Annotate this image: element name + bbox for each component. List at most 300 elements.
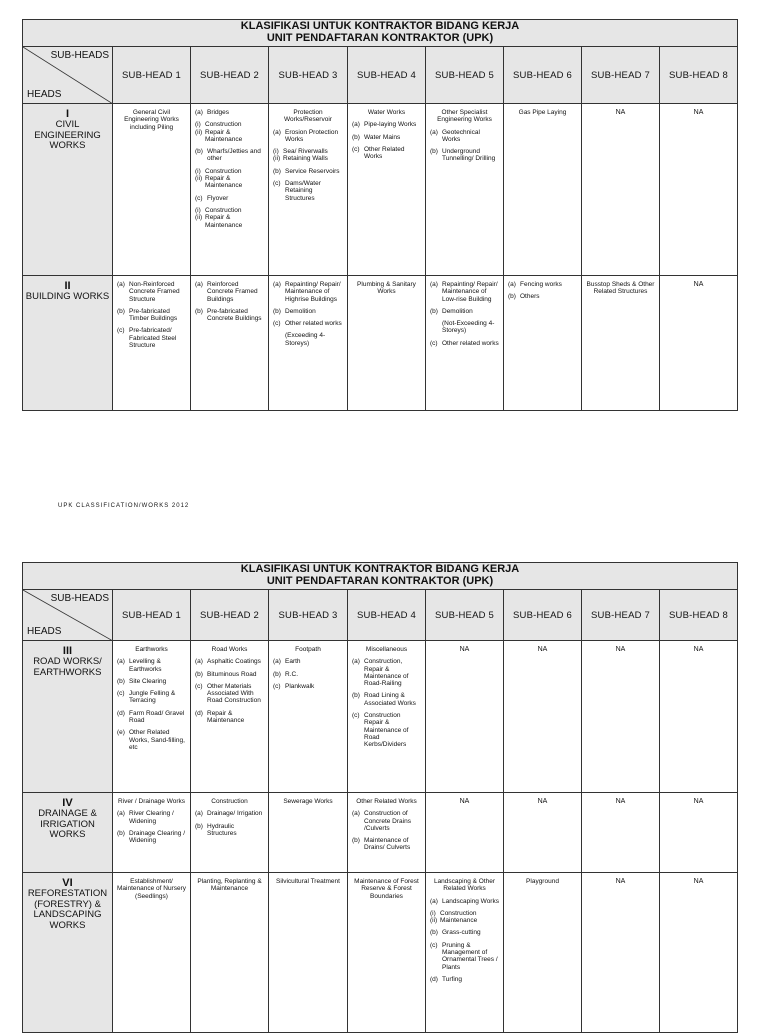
sub-item-text: Construction [205,121,242,129]
subhead-2: SUB-HEAD 2 [191,590,269,641]
subhead-cell [191,276,269,411]
item-label: (a) [352,658,360,666]
subhead-cell [348,276,426,411]
list-item [117,327,186,349]
list-item [117,690,186,705]
head-number: I [65,108,70,120]
na-label: NA [537,798,548,805]
sub-item-text: Construction [205,206,242,214]
item-label: (a) [352,810,360,818]
subhead-cell [113,276,191,411]
head-name: CIVIL ENGINEERING WORKS [34,119,101,151]
subhead-8: SUB-HEAD 8 [660,47,738,104]
subhead-6: SUB-HEAD 6 [504,590,582,641]
item-text: Other Materials Associated With Road Construction [207,682,261,705]
subhead-cell [504,793,582,873]
item-text: R.C. [285,670,298,678]
list-item [117,710,186,725]
na-label: NA [459,646,470,653]
sub-item-label: (ii) [430,917,438,925]
list-item [430,898,499,905]
list-item [273,332,343,347]
na-label: NA [615,798,626,805]
sub-item [195,121,264,128]
list-item [352,837,421,852]
head-row-reforestation [23,873,738,1033]
item-text: Landscaping Works [442,897,499,905]
list-item [195,710,264,725]
subhead-3: SUB-HEAD 3 [269,590,348,641]
item-text: Other related works [285,320,342,328]
na-label: NA [693,109,704,116]
corner-cell [23,47,113,104]
subhead-cell [113,641,191,793]
item-label: (a) [117,281,125,288]
list-item [430,129,499,144]
item-text: Road Lining & Associated Works [364,692,416,707]
list-item [430,281,499,303]
list-item [273,129,343,144]
item-label: (a) [117,810,125,818]
item-text: Drainage Clearing / Widening [129,829,186,845]
list-item [430,976,499,983]
list-item [195,308,264,323]
item-text: Other related works [442,339,499,347]
sub-item-label: (i) [195,121,201,129]
item-label: (b) [117,677,125,685]
item-label: (b) [273,670,281,678]
list-item [508,281,577,288]
item-text: Bridges [207,109,230,116]
list-item [195,823,264,838]
subhead-3: SUB-HEAD 3 [269,47,348,104]
sub-item [273,148,343,155]
item-text: Farm Road/ Gravel Road [129,709,185,725]
cell-heading: Maintenance of Forest Reserve & Forest Boundaries [354,878,419,900]
list-item [195,109,264,116]
item-text: Construction Repair & Maintenance of Road Kerbs/Dividers [364,712,409,749]
na-label: NA [693,281,704,288]
item-text: Asphaltic Coatings [207,658,261,666]
sub-item-text: Construction [205,167,242,175]
subhead-cell [269,276,348,411]
subhead-cell [191,793,269,873]
item-label: (b) [273,307,281,315]
item-text: Repainting/ Repair/ Maintenance of Highrise Buildings [285,281,341,303]
sub-item-text: Retaining Walls [283,155,328,163]
subhead-cell [348,104,426,276]
na-label: NA [615,878,626,885]
subhead-cell [191,873,269,1033]
sub-item-text: Maintenance [440,917,478,925]
sub-item-label: (i) [195,167,201,175]
item-label: (b) [352,837,360,845]
item-label [430,320,442,335]
head-name: ROAD WORKS/ EARTHWORKS [33,656,102,678]
list-item [117,281,186,303]
subhead-cell [504,104,582,276]
sub-item-label: (i) [430,909,436,917]
sub-item-label: (ii) [195,214,203,222]
list-item [273,683,343,690]
list-item [117,810,186,825]
item-label: (e) [117,729,125,737]
item-text: Other Related Works, Sand-filling, etc [129,729,185,751]
item-text: Construction, Repair & Maintenance of Road-Railing [364,658,409,688]
subhead-cell [426,793,504,873]
sub-item-label: (ii) [273,155,281,163]
cell-heading: General Civil Engineering Works including Piling [124,109,179,131]
list-item [117,658,186,673]
head-cell [23,873,113,1033]
item-label: (b) [117,829,125,837]
item-text: Site Clearing [129,677,167,685]
list-item [352,134,421,141]
subhead-cell [113,104,191,276]
cell-heading: Gas Pipe Laying [518,109,567,116]
head-cell [23,793,113,873]
list-item [117,729,186,751]
subhead-cell [582,793,660,873]
item-label: (d) [430,975,438,983]
item-label: (a) [273,128,281,136]
item-text: Demolition [442,307,473,315]
classification-table-1 [22,19,738,411]
item-text: Pruning & Management of Ornamental Trees / Plants [442,941,498,971]
item-text: Earth [285,658,301,666]
list-item [273,168,343,175]
item-label: (b) [195,670,203,678]
item-label: (b) [430,307,438,315]
sub-item-group [430,910,499,925]
head-number: IV [62,797,73,809]
subhead-cell [426,641,504,793]
list-item [195,671,264,678]
item-text: Plankwalk [285,682,315,690]
sub-item-text: Repair & Maintenance [205,214,243,229]
list-item [195,281,264,303]
list-item [195,810,264,817]
cell-heading: Playground [526,878,559,885]
cell-heading: Plumbing & Sanitary Works [357,281,416,296]
table-title-line-1: KLASIFIKASI UNTUK KONTRAKTOR BIDANG KERJA [240,563,520,575]
item-label: (a) [273,281,281,288]
na-label: NA [615,646,626,653]
list-item [195,683,264,705]
item-text: Erosion Protection Works [285,128,339,143]
item-label: (c) [352,712,360,720]
cell-heading: Miscellaneous [365,646,408,653]
item-text: Levelling & Earthworks [129,658,162,673]
item-label: (c) [117,690,125,698]
item-label: (a) [195,109,203,116]
sub-item-group [195,168,264,190]
list-item [273,658,343,665]
table-title [23,563,738,590]
head-row-road [23,641,738,793]
item-text: Construction of Concrete Drains /Culverts [364,810,411,832]
item-text: Service Reservoirs [285,167,340,175]
subhead-4: SUB-HEAD 4 [348,47,426,104]
list-item [195,195,264,202]
sub-item-group [195,121,264,143]
item-label: (b) [117,307,125,315]
item-text: Bituminous Road [207,670,257,678]
subhead-cell [504,873,582,1033]
item-text: Non-Reinforced Concrete Framed Structure [129,281,180,303]
list-item [430,308,499,315]
subhead-cell [269,793,348,873]
corner-subheads-label: SUB-HEADS [50,593,109,604]
item-text: Reinforced Concrete Framed Buildings [207,281,258,303]
item-label: (a) [508,281,516,288]
table-title-line-2: UNIT PENDAFTARAN KONTRAKTOR (UPK) [266,575,494,587]
item-label: (b) [195,822,203,830]
cell-heading: Sewerage Works [283,798,333,805]
subhead-cell [582,641,660,793]
list-item [117,830,186,845]
item-label: (b) [508,293,516,301]
head-name: DRAINAGE & IRRIGATION WORKS [38,808,97,840]
cell-heading: Earthworks [135,646,168,653]
item-label: (a) [195,658,203,666]
item-label: (c) [273,180,281,188]
subhead-row [23,590,738,641]
sub-item-label: (i) [273,148,279,156]
head-number: II [64,280,71,292]
corner-cell [23,590,113,641]
head-number: III [62,645,73,657]
subhead-5: SUB-HEAD 5 [426,590,504,641]
subhead-cell [113,793,191,873]
item-text: Pre-fabricated Concrete Buildings [207,307,262,323]
item-text: Water Mains [364,133,401,141]
na-label: NA [459,798,470,805]
footer-note: UPK CLASSIFICATION/WORKS 2012 [58,503,190,509]
cell-heading: Footpath [295,646,321,653]
item-text: Pre-fabricated/ Fabricated Steel Structure [129,327,177,350]
item-label: (a) [117,658,125,666]
sub-item [195,168,264,175]
na-label: NA [693,878,704,885]
item-label: (d) [117,709,125,717]
sub-item-text: Construction [440,909,477,917]
item-text: (Not-Exceeding 4-Storeys) [442,320,495,335]
subhead-cell [348,641,426,793]
item-label: (b) [352,133,360,141]
subhead-1: SUB-HEAD 1 [113,590,191,641]
item-label: (a) [352,121,360,129]
corner-heads-label: HEADS [27,626,62,637]
item-label: (a) [195,281,203,288]
list-item [430,340,499,347]
item-text: Underground Tunnelling/ Drilling [442,148,496,163]
list-item [352,712,421,748]
list-item [352,658,421,687]
subhead-cell [426,276,504,411]
sub-item-text: Sea/ Riverwalls [283,148,328,156]
subhead-8: SUB-HEAD 8 [660,590,738,641]
item-text: Demolition [285,307,316,315]
table-title-line-1: KLASIFIKASI UNTUK KONTRAKTOR BIDANG KERJA [240,20,520,32]
list-item [273,308,343,315]
sub-item [195,129,264,144]
cell-heading: Construction [211,798,248,805]
item-label: (c) [273,682,281,690]
item-text: Drainage/ Irrigation [207,810,263,818]
subhead-cell [660,793,738,873]
subhead-cell [348,793,426,873]
subhead-5: SUB-HEAD 5 [426,47,504,104]
sub-item-label: (i) [195,206,201,214]
list-item [352,692,421,707]
list-item [430,320,499,335]
list-item [117,308,186,323]
subhead-7: SUB-HEAD 7 [582,47,660,104]
item-label: (b) [195,148,203,156]
cell-heading: Road Works [211,646,248,653]
subhead-2: SUB-HEAD 2 [191,47,269,104]
table-title [23,20,738,47]
list-item [195,148,264,163]
item-label: (a) [195,810,203,818]
sub-item-label: (ii) [195,128,203,136]
item-label: (c) [430,941,438,949]
sub-item [273,155,343,162]
item-text: Grass-cutting [442,929,481,937]
head-cell [23,276,113,411]
cell-heading: Other Specialist Engineering Works [437,109,492,124]
subhead-cell [660,276,738,411]
list-item [430,942,499,971]
subhead-cell [269,873,348,1033]
item-label: (c) [352,145,360,153]
sub-item [430,910,499,917]
head-name: REFORESTATION (FORESTRY) & LANDSCAPING WORKS [27,888,108,931]
subhead-4: SUB-HEAD 4 [348,590,426,641]
item-text: Jungle Felling & Terracing [129,690,176,705]
item-text: Flyover [207,194,229,202]
corner-heads-label: HEADS [27,89,62,100]
list-item [352,146,421,161]
item-text: Repair & Maintenance [207,709,245,725]
item-text: Maintenance of Drains/ Culverts [364,837,411,852]
classification-table-2 [22,562,738,1033]
list-item [352,121,421,128]
sub-item [195,207,264,214]
subhead-cell [426,104,504,276]
sub-item-label: (ii) [195,175,203,183]
item-text: Geotechnical Works [442,128,480,143]
item-label: (c) [430,339,438,347]
na-label: NA [693,798,704,805]
subhead-cell [504,641,582,793]
cell-heading: River / Drainage Works [117,798,186,805]
list-item [273,320,343,327]
item-text: Other Related Works [364,145,405,161]
head-row-drainage [23,793,738,873]
item-label: (c) [195,682,203,690]
item-label: (b) [430,148,438,156]
item-text: Repainting/ Repair/ Maintenance of Low-rise Building [442,281,498,303]
head-row-building [23,276,738,411]
sub-item-group [195,207,264,229]
subhead-7: SUB-HEAD 7 [582,590,660,641]
item-text: Turfing [442,975,462,983]
sub-item-text: Repair & Maintenance [205,175,243,190]
table-title-line-2: UNIT PENDAFTARAN KONTRAKTOR (UPK) [266,32,494,44]
subhead-cell [582,104,660,276]
na-label: NA [615,109,626,116]
item-text: Hydraulic Structures [207,822,237,837]
item-label: (a) [430,128,438,136]
item-text: Pipe-laying Works [364,121,417,129]
item-text: River Clearing / Widening [129,810,174,825]
list-item [508,293,577,300]
item-text: (Exceeding 4-Storeys) [285,332,326,347]
subhead-1: SUB-HEAD 1 [113,47,191,104]
head-row-civil [23,104,738,276]
cell-heading: Other Related Works [356,798,417,805]
list-item [273,180,343,202]
corner-subheads-label: SUB-HEADS [50,50,109,61]
subhead-cell [660,104,738,276]
item-label: (b) [195,307,203,315]
subhead-cell [191,104,269,276]
list-item [117,678,186,685]
cell-heading: Water Works [367,109,406,116]
subhead-cell [269,641,348,793]
item-text: Fencing works [520,281,562,288]
subhead-6: SUB-HEAD 6 [504,47,582,104]
head-cell [23,104,113,276]
sub-item [195,175,264,190]
item-label: (c) [117,327,125,335]
cell-heading: Planting, Replanting & Maintenance [197,878,262,893]
list-item [195,658,264,665]
cell-heading: Busstop Sheds & Other Related Structures [586,281,655,296]
cell-heading: Silvicultural Treatment [276,878,340,885]
item-label: (a) [430,281,438,288]
list-item [430,148,499,163]
cell-heading: Protection Works/Reservoir [284,109,332,124]
subhead-cell [582,873,660,1033]
item-label: (c) [195,194,203,202]
item-label: (a) [273,658,281,666]
item-text: Dams/Water Retaining Structures [285,180,321,202]
item-label: (c) [273,320,281,328]
item-label: (b) [273,167,281,175]
item-text: Wharfs/Jetties and other [207,148,261,163]
list-item [430,929,499,936]
sub-item-text: Repair & Maintenance [205,128,243,143]
subhead-cell [504,276,582,411]
item-text: Pre-fabricated Timber Buildings [129,307,178,323]
list-item [352,810,421,832]
head-cell [23,641,113,793]
list-item [273,671,343,678]
list-item [273,281,343,303]
sub-item [195,214,264,229]
head-number: VI [62,877,73,889]
subhead-cell [191,641,269,793]
cell-heading: Establishment/ Maintenance of Nursery (Seedlings) [117,878,187,900]
subhead-cell [348,873,426,1033]
item-label: (b) [430,929,438,937]
subhead-cell [582,276,660,411]
item-text: Others [520,293,540,301]
subhead-cell [113,873,191,1033]
